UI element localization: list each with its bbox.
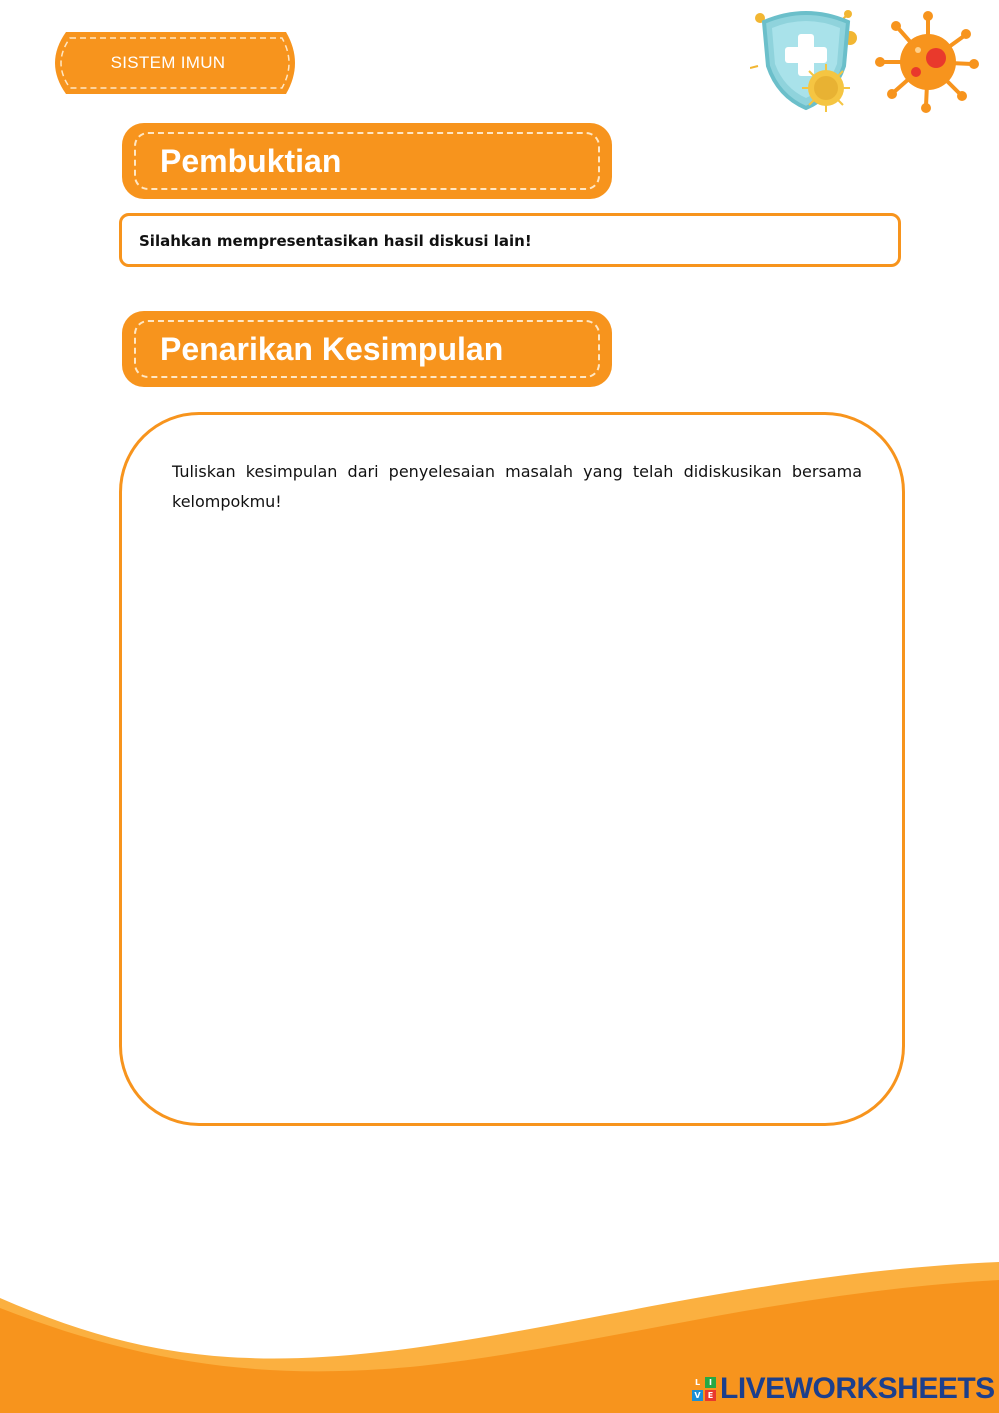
section-header-kesimpulan	[122, 311, 612, 387]
liveworksheets-logo	[692, 1370, 995, 1408]
section-title: Pembuktian	[160, 142, 342, 179]
conclusion-answer-box[interactable]	[119, 412, 905, 1126]
badge-letter: E	[705, 1390, 716, 1401]
instruction-text: Silahkan mempresentasikan hasil diskusi lain!	[139, 232, 532, 250]
topic-tag	[44, 32, 304, 94]
badge-letter: I	[705, 1377, 716, 1388]
badge-letter: V	[692, 1390, 703, 1401]
immune-illustration	[750, 4, 980, 114]
section-title: Penarikan Kesimpulan	[160, 330, 504, 367]
topic-label: SISTEM IMUN	[110, 53, 226, 72]
section-header-pembuktian	[122, 123, 612, 199]
badge-letter: L	[692, 1377, 703, 1388]
brand-badge	[692, 1377, 716, 1401]
shield-plus-icon	[750, 10, 857, 112]
virus-icon	[875, 11, 979, 113]
brand-name: LIVEWORKSHEETS	[720, 1372, 995, 1405]
conclusion-prompt: Tuliskan kesimpulan dari penyelesaian masalah yang telah didiskusikan bersama kelompokmu!	[172, 462, 862, 511]
instruction-box	[119, 213, 901, 267]
